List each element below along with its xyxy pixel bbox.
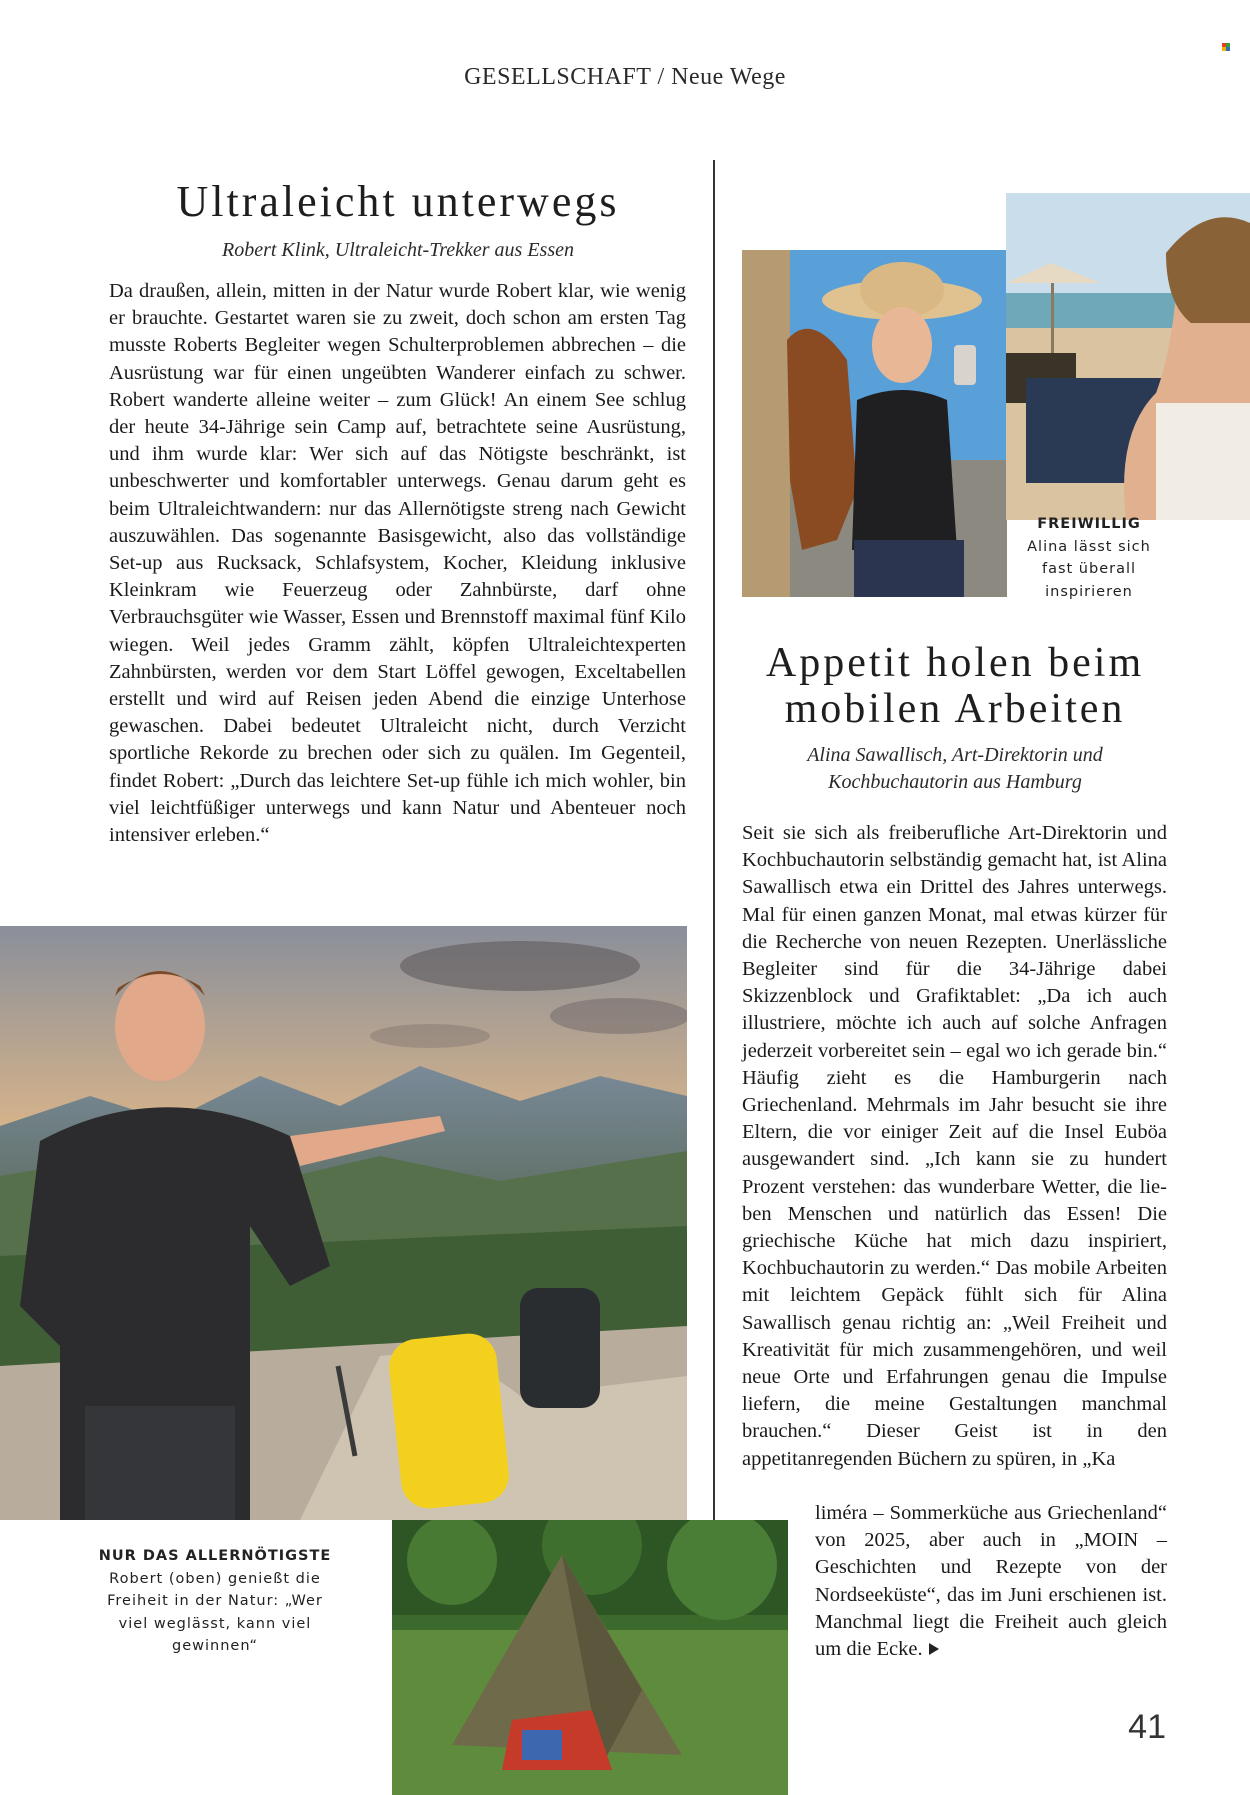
brand-mark (1222, 36, 1230, 44)
continue-arrow-icon (929, 1643, 939, 1655)
article2-byline (730, 742, 1180, 796)
article2-body: Seit sie sich als freiberufliche Art-Direktorin und Kochbuchautorin selbständig gemacht hat, ist Alina Sawallisch etwa ein Drittel des Jahres unterwegs. Mal für einen ganzen Monat, mal etwas kürzer für die Recherche von neuen Rezepten. Unerlässliche Begleiter sind für die 34-Jährige dabei Skizzenblock und Grafiktablet: „Da ich auch illustriere, möchte ich auch auf solche Anfragen jederzeit vorbereitet sein – egal wo ich gerade bin.“ Häufig zieht es die Hamburgerin nach Griechenland. Mehrmals im Jahr besucht sie ihre Eltern, die vor einiger Zeit auf die Insel Euböa ausgewandert sind. „Ich kann sie zu hundert Prozent verstehen: das wunderbare Wetter, die lieben Menschen und natürlich das Essen! Die griechische Küche hat mich dazu inspiriert, Kochbuchautorin zu werden.“ Das mobile Arbeiten mit leichtem Gepäck fühlt sich für Alina Sawallisch genau richtig an: „Weil Freiheit und Kreativität für mich zusammengehören, und weil neue Orte und Erfahrungen genau die Impulse liefern, die meine Gestaltungen manchmal brauchen.“ Dieser Geist ist in den appetitanregenden Büchern zu spüren, in „Ka (742, 822, 1167, 1470)
photo-alina-beach-laptop (1006, 193, 1250, 520)
article2-caption (1024, 513, 1154, 603)
article1-title: Ultraleicht unterwegs (176, 177, 620, 226)
article2-title-line2: mobilen Arbeiten (784, 686, 1126, 732)
article2-caption-title: FREIWILLIG (1037, 516, 1141, 532)
page-number: 41 (1128, 1708, 1166, 1746)
article2-body-end: liméra – Sommerküche aus Griechenland“ von 2025, aber auch in „MOIN – Geschichten und Rezepte von der Nordseeküste“, das im Juni erschienen ist. Manchmal liegt die Freiheit auch gleich um die Ecke. (815, 1502, 1167, 1661)
article2-title-line1: Appetit holen beim (765, 640, 1145, 686)
photo-alina-horse (742, 250, 1007, 597)
article1-title-block (108, 176, 688, 264)
photo-tent-meadow (392, 1520, 788, 1795)
article1-byline: Robert Klink, Ultraleicht-Trekker aus Essen (222, 239, 574, 261)
article2-byline-line1: Alina Sawallisch, Art-Direktorin und (807, 744, 1103, 766)
article2-byline-line2: Kochbuchautorin aus Hamburg (828, 771, 1082, 793)
column-divider (713, 160, 715, 1534)
article1-caption-text: Robert (oben) genießt die Freiheit in der Natur: „Wer viel weglässt, kann viel gewinnen“ (107, 1570, 323, 1654)
article1-body: Da draußen, allein, mitten in der Natur wurde Robert klar, wie wenig er brauchte. Gestartet waren sie zu zweit, doch schon am ersten Tag musste Roberts Begleiter wegen Schulterproblemen abbrechen – die Ausrüstung war für einen ungeübten Wanderer einfach zu schwer. Robert wanderte alleine weiter – zum Glück! An einem See schlug der heute 34-Jährige sein Camp auf, betrachtete seine Ausrüstung, und ihm wurde klar: Wer sich auf das Nötigste beschränkt, ist unbeschwerter und komfortabler unterwegs. Genau darum geht es beim Ultraleichtwandern: nur das Allernötigste streng nach Gewicht auszuwählen. Das sogenannte Basisgewicht, also das vollständige Set-up aus Rucksack, Schlafsystem, Kocher, Kleidung inklusive Kleinkram wie Feuerzeug oder Zahnbürste, darf ohne Verbrauchsgüter wie Wasser, Essen und Brennstoff maximal fünf Kilo wiegen. Weil jedes Gramm zählt, köpfen Ultraleichtexperten Zahnbürsten, werden vor dem Start Löffel gewogen, Exceltabellen erstellt und wird auf Reisen jeden Abend die einzige Unterhose gewaschen. Dabei bedeutet Ultraleicht nicht, durch Verzicht sportliche Rekorde zu brechen oder sich zu quälen. Im Gegenteil, findet Robert: „Durch das leichtere Set-up fühle ich mich wohler, bin viel leichtfüßiger unterwegs und kann Natur und Abenteuer noch intensiver erleben.“ (109, 280, 686, 847)
article1-caption-title: NUR DAS ALLERNÖTIGSTE (98, 1548, 332, 1564)
article2-title-block (730, 640, 1180, 796)
photo-robert-mountains (0, 926, 687, 1520)
article2-caption-text: Alina lässt sich fast überall inspirieren (1027, 538, 1151, 600)
section-header: GESELLSCHAFT / Neue Wege (464, 64, 786, 90)
article2-title (730, 640, 1180, 732)
article1-caption (96, 1545, 334, 1658)
article2-body-continued (815, 1500, 1167, 1663)
